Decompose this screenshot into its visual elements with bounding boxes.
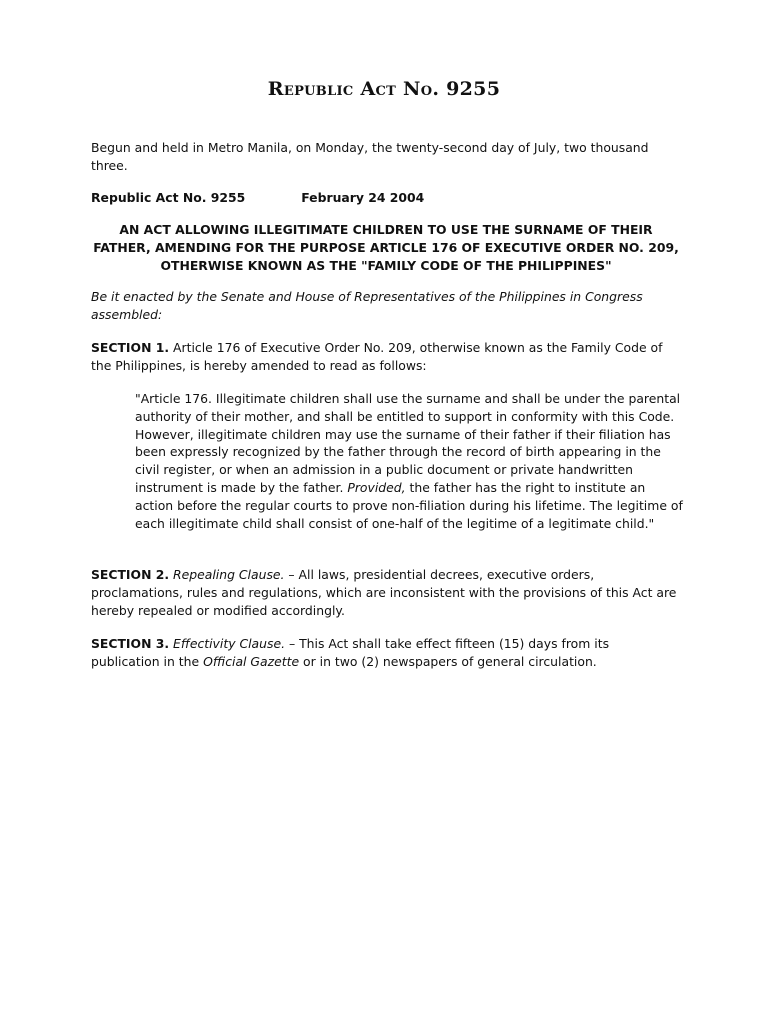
article-176-quote [135,390,685,532]
section-2-label: SECTION 2. [91,567,170,582]
act-date: February 24 2004 [301,190,425,205]
section-3-text-after: or in two (2) newspapers of general circulation. [299,654,597,669]
section-2-caption: Repealing Clause. [173,567,285,582]
document-title: Republic Act No. 9255 [267,78,501,100]
act-long-title: AN ACT ALLOWING ILLEGITIMATE CHILDREN TO USE THE SURNAME OF THEIR FATHER, AMENDING FOR THE PURPOSE ARTICLE 176 OF EXECUTIVE ORDER NO. 209, OTHERWISE KNOWN AS THE "FAMILY CODE OF THE PHILIPPINES" [93,222,679,273]
quote-part-1: "Article 176. Illegitimate children shall use the surname and shall be under the parental authority of their mother, and shall be entitled to support in conformity with this Code. However, illegitimate children may use the surname of their father if their filiation has been expressly recognized by the father through the record of birth appearing in the civil register, or when an admission in a public document or private handwritten instrument is made by the father. [135,391,681,495]
section-3-caption: Effectivity Clause. [173,636,286,651]
section-2-text: – All laws, presidential decrees, executive orders, proclamations, rules and regulations, which are inconsistent with the provisions of this Act are hereby repealed or modified accordingly. [91,567,677,618]
section-1 [91,339,681,375]
section-1-label: SECTION 1. [91,340,170,355]
section-3 [91,635,681,671]
enacting-clause: Be it enacted by the Senate and House of Representatives of the Philippines in Congress assembled: [91,289,643,322]
section-2 [91,566,681,620]
act-number-line [91,189,681,207]
official-gazette: Official Gazette [203,654,300,669]
act-number: Republic Act No. 9255 [91,190,246,205]
quote-provided: Provided, [347,479,406,495]
quote-part-2: the father has the right to institute an action before the regular courts to prove non-filiation during his lifetime. The legitime of each illegitimate child shall consist of one-half of the legitime of a legitimate child." [135,479,683,531]
intro-paragraph: Begun and held in Metro Manila, on Monday, the twenty-second day of July, two thousand three. [91,140,649,173]
section-1-text: Article 176 of Executive Order No. 209, otherwise known as the Family Code of the Philippines, is hereby amended to read as follows: [91,340,663,373]
section-3-text-before: – This Act shall take effect fifteen (15) days from its publication in the [91,636,610,669]
section-3-label: SECTION 3. [91,636,170,651]
